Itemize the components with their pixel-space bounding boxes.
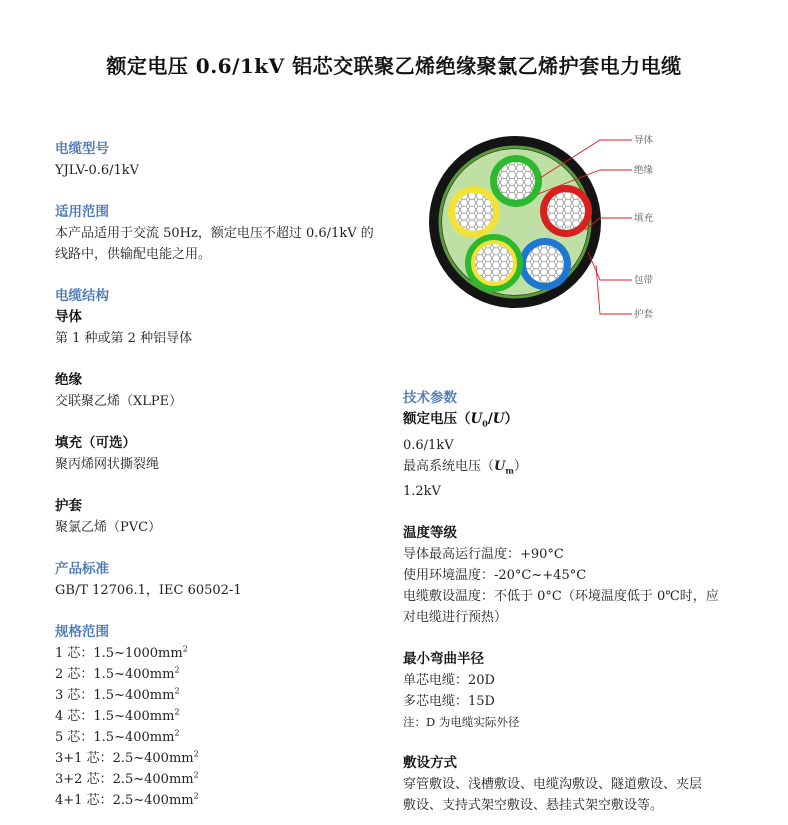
spec-cores: 3+1 芯：	[55, 751, 113, 766]
sheath-label: 护套	[55, 498, 82, 514]
spec-unit-superscript: 2	[174, 728, 180, 738]
spec-unit-superscript: 2	[193, 791, 199, 801]
sheath-value: 聚氯乙烯（PVC）	[55, 520, 162, 535]
spec-unit-superscript: 2	[174, 686, 180, 696]
spec-cores: 2 芯：	[55, 667, 94, 682]
spec-range: 2.5~400mm	[112, 751, 194, 766]
conductor-label: 导体	[55, 309, 82, 325]
core-red	[540, 185, 592, 237]
right-column	[403, 388, 763, 816]
spec-row	[55, 664, 395, 685]
page-title: 额定电压 0.6/1kV 铝芯交联聚乙烯绝缘聚氯乙烯护套电力电缆	[106, 54, 682, 78]
tech-heading: 技术参数	[403, 390, 457, 406]
rated-voltage-value: 0.6/1kV	[403, 437, 454, 453]
spec-row	[55, 769, 395, 790]
spec-cores: 4+1 芯：	[55, 793, 113, 808]
spec-cores: 1 芯：	[55, 646, 94, 661]
core-blue	[519, 238, 571, 290]
max-voltage-label: 最高系统电压$(U_m)$	[403, 458, 527, 476]
cable-cross-section-diagram	[420, 130, 700, 330]
spec-row	[55, 790, 395, 811]
spec-range: 2.5~400mm	[112, 793, 194, 808]
filler-value: 聚丙烯网状撕裂绳	[55, 457, 160, 472]
label-sheath: 护套	[634, 309, 654, 320]
spec-row	[55, 748, 395, 769]
spec-range: 1.5~1000mm	[93, 646, 183, 661]
structure-heading: 电缆结构	[55, 288, 109, 304]
bend-heading: 最小弯曲半径	[403, 651, 484, 668]
insulation-value: 交联聚乙烯（XLPE）	[55, 394, 183, 409]
label-filler: 填充	[634, 213, 654, 224]
spec-unit-superscript: 2	[174, 665, 180, 675]
spec-range: 1.5~400mm	[93, 730, 175, 745]
conductor-value: 第 1 种或第 2 种铝导体	[55, 331, 193, 346]
bend-line-2: 多芯电缆：15D	[403, 694, 495, 710]
install-heading: 敷设方式	[403, 755, 457, 772]
temp-heading: 温度等级	[403, 525, 457, 542]
spec-unit-superscript: 2	[174, 707, 180, 717]
spec-list	[55, 643, 395, 811]
spec-range: 1.5~400mm	[93, 667, 175, 682]
model-heading: 电缆型号	[55, 141, 109, 157]
rated-voltage-label: 额定电压$(U_0/U)$	[403, 411, 519, 429]
label-insulation: 绝缘	[634, 165, 654, 176]
usage-line-2: 线路中，供输配电能之用。	[55, 247, 212, 262]
insulation-label: 绝缘	[55, 372, 82, 388]
label-tape: 包带	[634, 275, 654, 286]
max-voltage-value: 1.2kV	[403, 484, 441, 500]
filler-label: 填充（可选）	[55, 435, 136, 451]
spec-unit-superscript: 2	[182, 644, 188, 654]
spec-heading: 规格范围	[55, 624, 109, 640]
model-value: YJLV-0.6/1kV	[55, 163, 140, 178]
left-column	[55, 139, 395, 811]
spec-row	[55, 727, 395, 748]
usage-heading: 适用范围	[55, 204, 109, 220]
core-green	[490, 155, 542, 207]
spec-row	[55, 685, 395, 706]
spec-range: 1.5~400mm	[93, 709, 175, 724]
label-conductor: 导体	[634, 135, 654, 146]
standard-value: GB/T 12706.1，IEC 60502-1	[55, 583, 242, 598]
core-yellow	[448, 186, 500, 238]
usage-line-1: 本产品适用于交流 50Hz，额定电压不超过 0.6/1kV 的	[55, 226, 374, 241]
spec-cores: 3 芯：	[55, 688, 94, 703]
core-yellow-green	[468, 237, 520, 289]
spec-row	[55, 643, 395, 664]
spec-cores: 4 芯：	[55, 709, 94, 724]
temp-line-2: 使用环境温度：-20°C~+45°C	[403, 568, 587, 584]
spec-cores: 3+2 芯：	[55, 772, 113, 787]
spec-unit-superscript: 2	[193, 749, 199, 759]
temp-line-3: 电缆敷设温度：不低于 0°C（环境温度低于 0℃时，应	[403, 589, 719, 605]
temp-line-1: 导体最高运行温度：+90°C	[403, 547, 564, 563]
bend-note: 注：D 为电缆实际外径	[403, 715, 520, 730]
spec-unit-superscript: 2	[193, 770, 199, 780]
bend-line-1: 单芯电缆：20D	[403, 673, 495, 689]
spec-range: 2.5~400mm	[112, 772, 194, 787]
install-line-2: 敷设、支持式架空敷设、悬挂式架空敷设等。	[403, 798, 664, 814]
temp-line-4: 对电缆进行预热）	[403, 610, 508, 626]
spec-range: 1.5~400mm	[93, 688, 175, 703]
spec-cores: 5 芯：	[55, 730, 94, 745]
spec-row	[55, 706, 395, 727]
standard-heading: 产品标准	[55, 561, 109, 577]
install-line-1: 穿管敷设、浅槽敷设、电缆沟敷设、隧道敷设、夹层	[403, 777, 703, 793]
